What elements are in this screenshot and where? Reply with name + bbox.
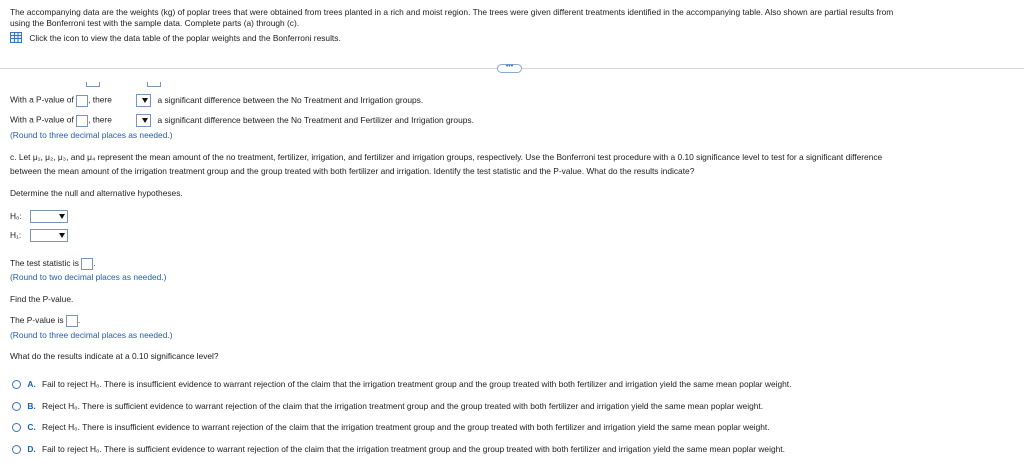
radio-option-c[interactable] xyxy=(12,423,21,432)
p-value-row: The P-value is . xyxy=(10,315,81,326)
radio-option-a[interactable] xyxy=(12,380,21,389)
chevron-down-icon xyxy=(142,118,148,123)
option-d[interactable]: D. Fail to reject H₀. There is sufficient evidence to warrant rejection of the claim that the irrigation treatment group and the group treated with both fertilizer and irrigation yield the same mean poplar weight. xyxy=(12,444,785,454)
p-value-input[interactable] xyxy=(66,315,78,327)
intro-line-1: The accompanying data are the weights (kg) of poplar trees that were obtained from trees planted in a rich and moist region. The trees were given different treatments identified in the accompanying table. Also shown are partial results from xyxy=(10,7,894,17)
part-b-row-1: With a P-value of , there a significant difference between the No Treatment and Irrigation groups. xyxy=(10,94,423,107)
find-p-value: Find the P-value. xyxy=(10,294,74,304)
chevron-down-icon xyxy=(59,214,65,219)
h0-dropdown[interactable] xyxy=(30,210,68,223)
test-statistic-row: The test statistic is . xyxy=(10,258,96,269)
option-c[interactable]: C. Reject H₀. There is insufficient evidence to warrant rejection of the claim that the irrigation treatment group and the group treated with both fertilizer and irrigation yield the same mean poplar weight. xyxy=(12,422,770,432)
significance-dropdown-1[interactable] xyxy=(136,94,151,107)
data-table-link-text[interactable]: Click the icon to view the data table of the poplar weights and the Bonferroni results. xyxy=(29,32,341,43)
h1-dropdown[interactable] xyxy=(30,229,68,242)
prior-input-box-edge xyxy=(86,82,100,87)
h1-label: H₁: xyxy=(10,229,22,240)
part-b-round-note: (Round to three decimal places as needed.) xyxy=(10,130,173,140)
test-statistic-round-note: (Round to two decimal places as needed.) xyxy=(10,272,167,282)
test-statistic-input[interactable] xyxy=(81,258,93,270)
part-b-row-2: With a P-value of , there a significant difference between the No Treatment and Fertilizer and Irrigation groups. xyxy=(10,114,474,127)
p-value-input-no-treatment-irrigation[interactable] xyxy=(76,95,88,107)
part-c-intro-line-2: between the mean amount of the irrigation treatment group and the group treated with both fertilizer and irrigation. Identify the test statistic and the P-value. What do the results indicate? xyxy=(10,166,695,176)
option-b[interactable]: B. Reject H₀. There is sufficient evidence to warrant rejection of the claim that the irrigation treatment group and the group treated with both fertilizer and irrigation yield the same mean poplar weight. xyxy=(12,401,763,411)
intro-line-2: using the Bonferroni test with the sample data. Complete parts (a) through (c). xyxy=(10,18,300,28)
radio-option-b[interactable] xyxy=(12,402,21,411)
option-a[interactable]: A. Fail to reject H₀. There is insufficient evidence to warrant rejection of the claim that the irrigation treatment group and the group treated with both fertilizer and irrigation yield the same mean poplar weight. xyxy=(12,379,791,389)
table-icon[interactable] xyxy=(10,32,22,45)
h0-row xyxy=(10,210,68,223)
part-c-intro-line-1: c. Let μ₁, μ₂, μ₃, and μ₄ represent the mean amount of the no treatment, fertilizer, irrigation, and fertilizer and irrigation groups, respectively. Use the Bonferroni test procedure with a 0.10 significance level to test for a significant difference xyxy=(10,152,883,162)
chevron-down-icon xyxy=(59,233,65,238)
expand-more-button[interactable]: ••• xyxy=(497,64,522,73)
significance-dropdown-2[interactable] xyxy=(136,114,151,127)
h0-label: H₀: xyxy=(10,210,22,221)
results-question: What do the results indicate at a 0.10 significance level? xyxy=(10,351,219,361)
prior-dropdown-edge xyxy=(147,82,161,87)
data-table-link-row[interactable] xyxy=(10,32,341,45)
p-value-input-no-treatment-fert-irrigation[interactable] xyxy=(76,115,88,127)
radio-option-d[interactable] xyxy=(12,445,21,454)
h1-row xyxy=(10,229,68,242)
hypotheses-prompt: Determine the null and alternative hypotheses. xyxy=(10,188,183,198)
p-value-round-note: (Round to three decimal places as needed.) xyxy=(10,330,173,340)
chevron-down-icon xyxy=(142,98,148,103)
